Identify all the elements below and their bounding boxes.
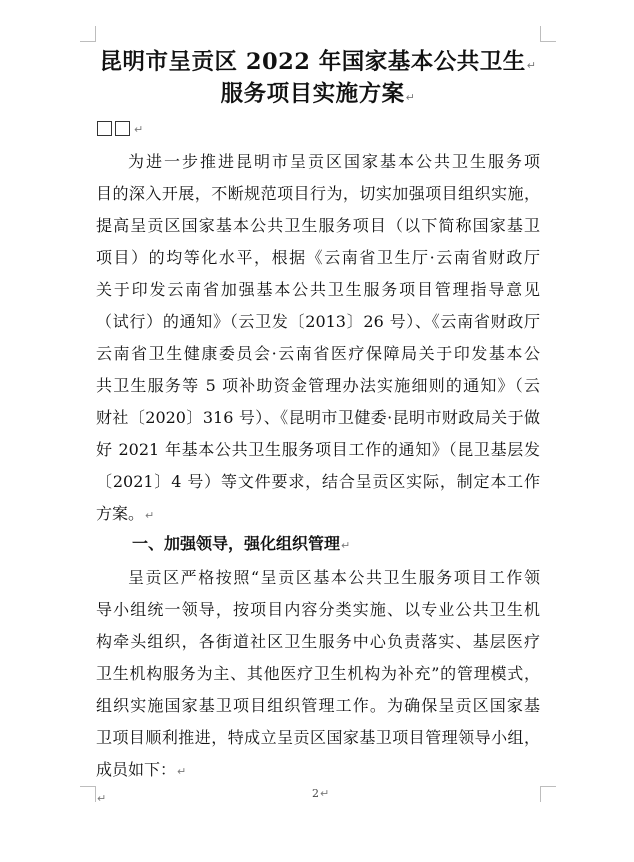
- title-line1-text: 昆明市呈贡区 2022 年国家基本公共卫生: [99, 49, 526, 75]
- text-line: 组织实施国家基卫项目组织管理工作。为确保呈贡区国家基: [96, 696, 540, 715]
- paragraph-mark-icon: ↵: [526, 59, 537, 72]
- paragraph-mark-icon: ↵: [177, 765, 187, 778]
- text-line-last: [96, 754, 540, 786]
- text-line: 呈贡区严格按照“呈贡区基本公共卫生服务项目工作领: [128, 568, 540, 587]
- text-line: 为进一步推进昆明市呈贡区国家基本公共卫生服务项: [128, 152, 540, 171]
- crop-mark-bottom-left: [80, 786, 96, 802]
- text-line: 提高呈贡区国家基本公共卫生服务项目（以下简称国家基卫: [96, 216, 540, 235]
- text-line: 导小组统一领导，按项目内容分类实施、以专业公共卫生机: [96, 600, 540, 619]
- text-line: 构牵头组织，各街道社区卫生服务中心负责落实、基层医疗: [96, 632, 540, 651]
- paragraph-mark-icon: ↵: [97, 792, 107, 805]
- paragraph-intro: [96, 146, 540, 530]
- text-line: （试行）的通知》（云卫发〔2013〕26 号）、《云南省财政厅: [96, 312, 540, 331]
- text-line-last-content: 方案。: [96, 504, 145, 523]
- paragraph-mark-icon: ↵: [134, 123, 144, 136]
- text-line: 财社〔2020〕316 号）、《昆明市卫健委·昆明市财政局关于做: [96, 408, 540, 427]
- text-line: 项目）的均等化水平，根据《云南省卫生厅·云南省财政厅: [96, 248, 540, 267]
- paragraph-mark-icon: ↵: [405, 91, 416, 104]
- text-line: 好 2021 年基本公共卫生服务项目工作的通知》（昆卫基层发: [96, 440, 540, 459]
- page-number: [312, 787, 329, 800]
- crop-mark-top-right: [540, 26, 556, 42]
- text-line: 云南省卫生健康委员会·云南省医疗保障局关于印发基本公: [96, 344, 540, 363]
- empty-box-icon: [115, 121, 130, 136]
- document-title-line1: [96, 48, 540, 80]
- paragraph-mark-icon: ↵: [341, 539, 351, 552]
- page-number-text: 2: [312, 787, 319, 800]
- crop-mark-bottom-right: [540, 786, 556, 802]
- text-line-last: [96, 498, 540, 530]
- paragraph-mark-icon: ↵: [145, 509, 155, 522]
- section-heading-1-text: 一、加强领导，强化组织管理: [132, 534, 341, 553]
- text-line-last-content: 成员如下：: [96, 760, 177, 779]
- empty-box-icon: [97, 121, 112, 136]
- placeholder-boxes: [97, 118, 143, 137]
- title-line2-text: 服务项目实施方案: [220, 81, 405, 107]
- paragraph-section1: [96, 562, 540, 786]
- text-line: 共卫生服务等 5 项补助资金管理办法实施细则的通知》（云: [96, 376, 540, 395]
- paragraph-mark-icon: ↵: [320, 787, 330, 800]
- text-line: 卫项目顺利推进，特成立呈贡区国家基卫项目管理领导小组，: [96, 728, 540, 747]
- text-line: 〔2021〕4 号）等文件要求，结合呈贡区实际，制定本工作: [96, 472, 540, 491]
- text-line: 卫生机构服务为主、其他医疗卫生机构为补充”的管理模式，: [96, 664, 540, 683]
- document-title-line2: [96, 80, 540, 112]
- text-line: 关于印发云南省加强基本公共卫生服务项目管理指导意见: [96, 280, 540, 299]
- crop-mark-top-left: [80, 26, 96, 42]
- section-heading-1: [132, 530, 350, 560]
- text-line: 目的深入开展，不断规范项目行为，切实加强项目组织实施，: [96, 184, 540, 203]
